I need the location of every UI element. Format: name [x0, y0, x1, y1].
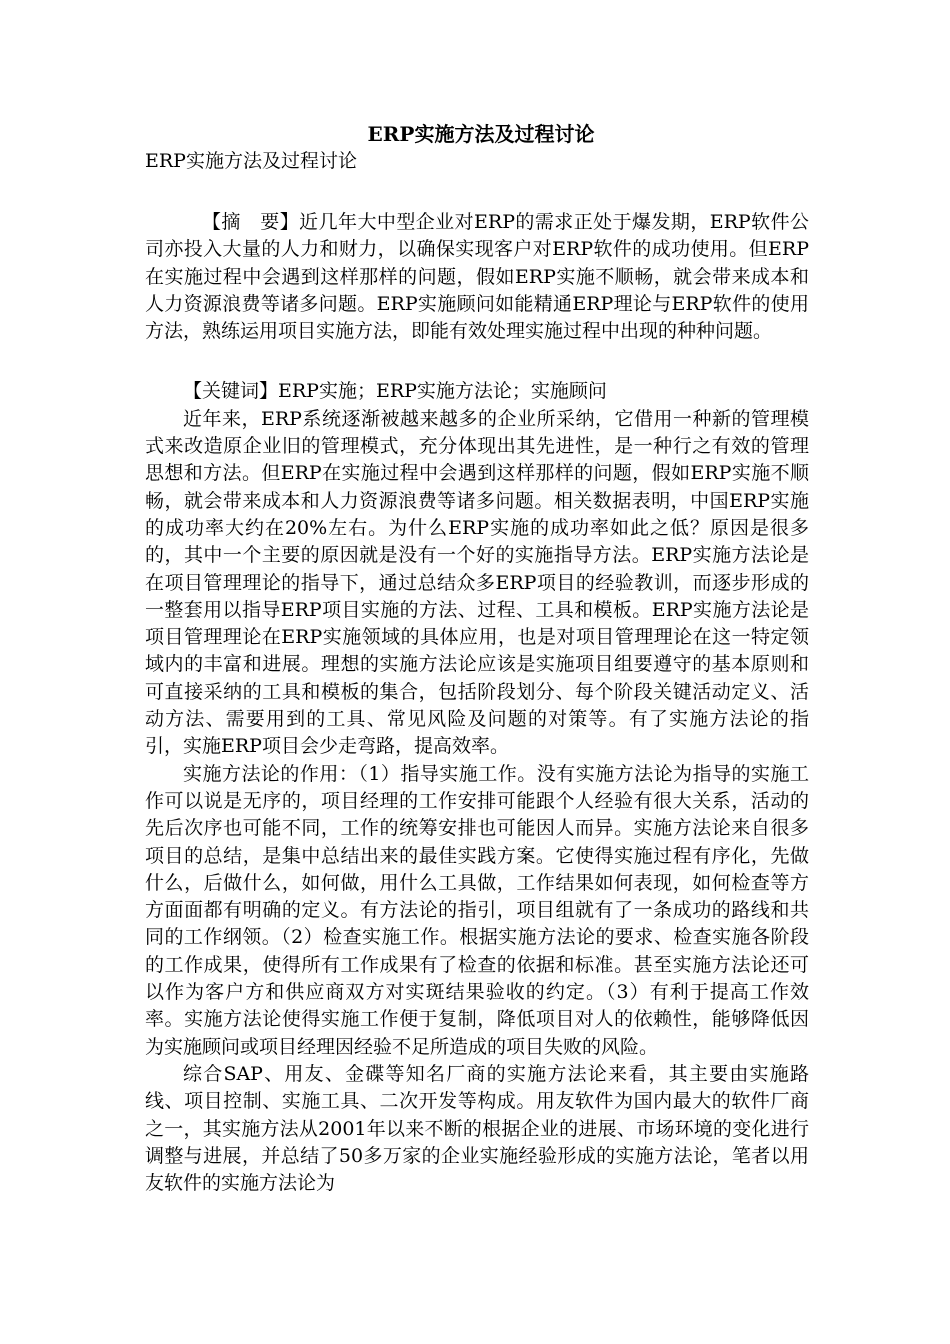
- keywords-line: 【关键词】ERP实施；ERP实施方法论；实施顾问: [183, 380, 607, 403]
- document-subtitle: ERP实施方法及过程讨论: [145, 150, 357, 172]
- abstract-paragraph: 【摘 要】近几年大中型企业对ERP的需求正处于爆发期，ERP软件公司亦投入大量的人力和财力，以确保实现客户对ERP软件的成功使用。但ERP在实施过程中会遇到这样那样的问题，假如ERP实施不顺畅，就会带来成本和人力资源浪费等诸多问题。ERP实施顾问如能精通ERP理论与ERP软件的使用方法，熟练运用项目实施方法，即能有效处理实施过程中出现的种种问题。: [145, 211, 809, 343]
- body-paragraph-vendors: 综合SAP、用友、金碟等知名厂商的实施方法论来看，其主要由实施路线、项目控制、实施工具、二次开发等构成。用友软件为国内最大的软件厂商之一，其实施方法从2001年以来不断的根据企业的进展、市场环境的变化进行调整与进展，并总结了50多万家的企业实施经验形成的实施方法论，笔者以用友软件的实施方法论为: [145, 1062, 809, 1195]
- body-paragraph-methodology-role: 实施方法论的作用：（1）指导实施工作。没有实施方法论为指导的实施工作可以说是无序的，项目经理的工作安排可能跟个人经验有很大关系，活动的先后次序也可能不同，工作的统筹安排也可能因人而异。实施方法论来自很多项目的总结，是集中总结出来的最佳实践方案。它使得实施过程有序化，先做什么，后做什么，如何做，用什么工具做，工作结果如何表现，如何检查等方方面面都有明确的定义。有方法论的指引，项目组就有了一条成功的路线和共同的工作纲领。（2）检查实施工作。根据实施方法论的要求、检查实施各阶段的工作成果，使得所有工作成果有了检查的依据和标准。甚至实施方法论还可以作为客户方和供应商双方对实斑结果验收的约定。（3）有利于提高工作效率。实施方法论使得实施工作便于复制，降低项目对人的依赖性，能够降低因为实施顾问或项目经理因经验不足所造成的项目失败的风险。: [145, 762, 809, 1058]
- document-title: ERP实施方法及过程讨论: [367, 122, 595, 146]
- body-paragraph-intro: 近年来，ERP系统逐渐被越来越多的企业所采纳，它借用一种新的管理模式来改造原企业旧的管理模式，充分体现出其先进性，是一种行之有效的管理思想和方法。但ERP在实施过程中会遇到这样那样的问题，假如ERP实施不顺畅，就会带来成本和人力资源浪费等诸多问题。相关数据表明，中国ERP实施的成功率大约在20%左右。为什么ERP实施的成功率如此之低？原因是很多的，其中一个主要的原因就是没有一个好的实施指导方法。ERP实施方法论是在项目管理理论的指导下，通过总结众多ERP项目的经验教训，而逐步形成的一整套用以指导ERP项目实施的方法、过程、工具和模板。ERP实施方法论是项目管理理论在ERP实施领域的具体应用，也是对项目管理理论在这一特定领域内的丰富和进展。理想的实施方法论应该是实施项目组要遵守的基本原则和可直接采纳的工具和模板的集合，包括阶段划分、每个阶段关键活动定义、活动方法、需要用到的工具、常见风险及问题的对策等。有了实施方法论的指引，实施ERP项目会少走弯路，提高效率。: [145, 407, 809, 758]
- document-body: [145, 120, 809, 1197]
